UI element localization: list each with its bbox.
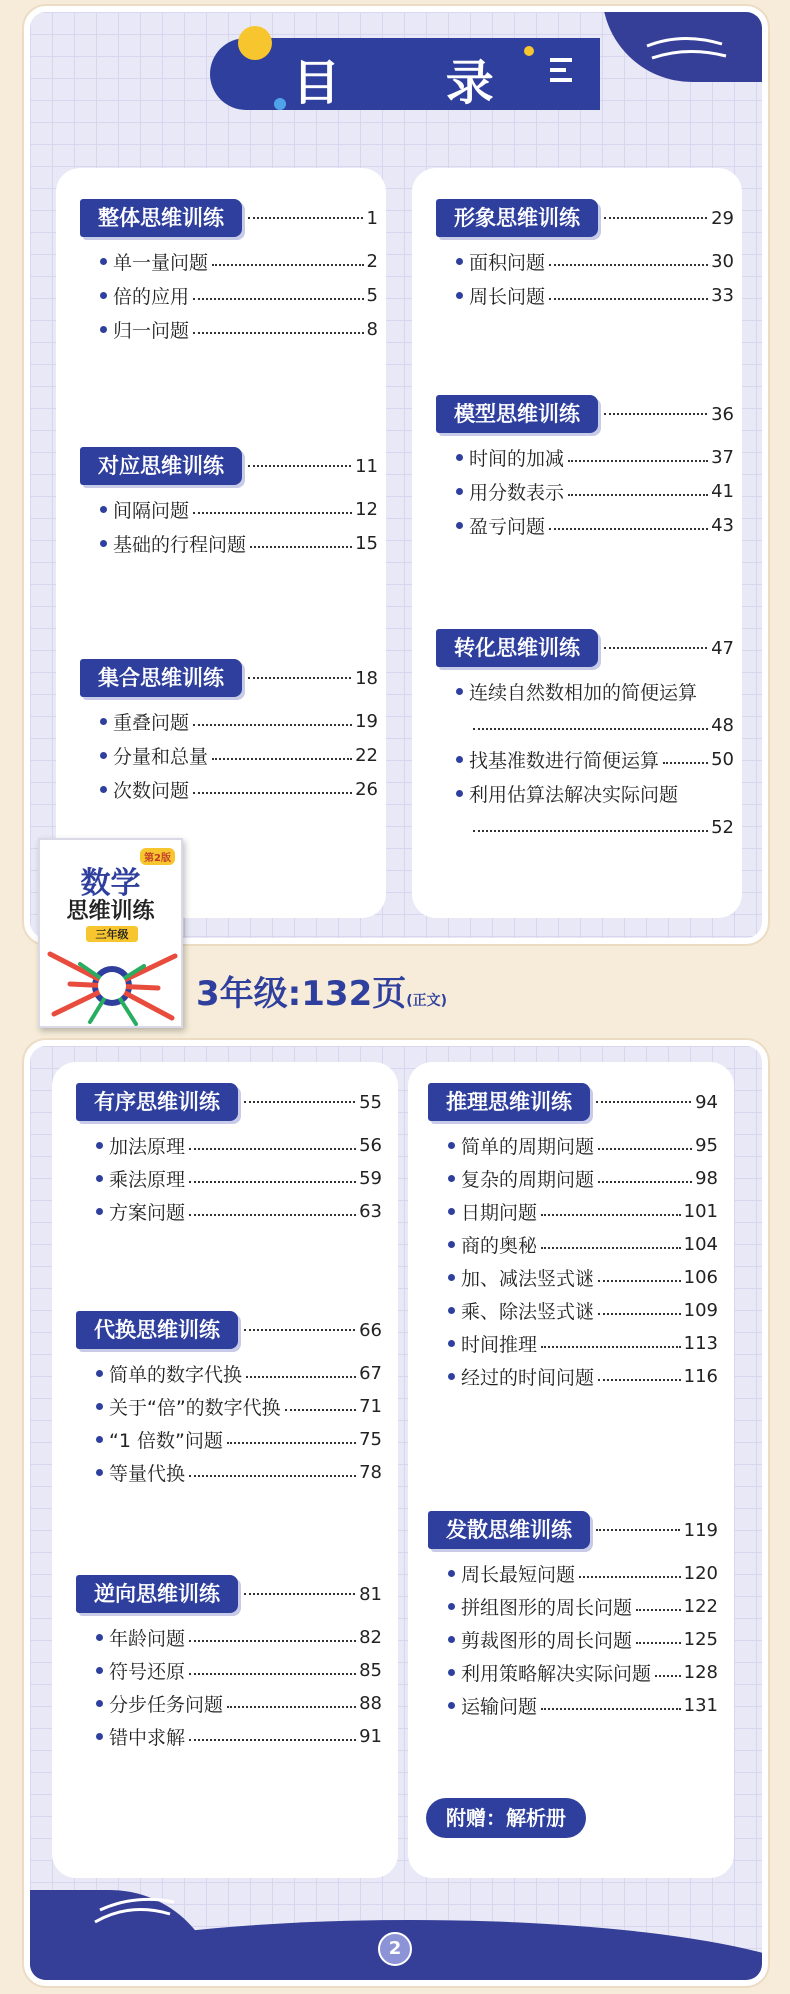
entry-page: 120 <box>683 1562 718 1584</box>
toc-entry[interactable] <box>96 1655 382 1685</box>
entry-label: 间隔问题 <box>113 499 190 522</box>
entry-page: 104 <box>683 1233 718 1255</box>
entry-page: 116 <box>683 1365 718 1387</box>
leader-dots <box>244 1329 355 1331</box>
leader-dots <box>579 1576 681 1578</box>
toc-entry-continuation[interactable] <box>456 710 734 740</box>
bullet-icon <box>96 1700 103 1707</box>
entry-page: 106 <box>683 1266 718 1288</box>
leader-dots <box>598 1313 681 1315</box>
leader-dots <box>248 217 363 219</box>
section-title: 有序思维训练 <box>76 1083 238 1121</box>
bullet-icon <box>448 1241 455 1248</box>
entry-label: 次数问题 <box>113 779 190 802</box>
toc-entry[interactable] <box>448 1130 718 1160</box>
toc-entry[interactable] <box>96 1457 382 1487</box>
page-title: 目 录 <box>292 55 518 111</box>
toc-entry-continuation[interactable] <box>456 812 734 842</box>
entry-label: 倍的应用 <box>113 285 190 308</box>
bullet-icon <box>100 506 107 513</box>
entry-page: 131 <box>683 1694 718 1716</box>
bullet-icon <box>96 1403 103 1410</box>
bullet-icon <box>100 718 107 725</box>
entry-page: 122 <box>683 1595 718 1617</box>
toc-entry[interactable] <box>456 246 734 276</box>
toc-entry[interactable] <box>448 1196 718 1226</box>
bullet-icon <box>96 1436 103 1443</box>
bullet-icon <box>448 1669 455 1676</box>
entry-page: 26 <box>355 778 378 800</box>
bullet-icon <box>96 1733 103 1740</box>
leader-dots <box>598 1181 692 1183</box>
section-heading[interactable] <box>80 198 378 238</box>
entry-label: 运输问题 <box>461 1695 538 1718</box>
entry-page: 5 <box>366 284 378 306</box>
toc-entry[interactable] <box>448 1328 718 1358</box>
leader-dots <box>227 1706 356 1708</box>
entry-label: 乘、除法竖式谜 <box>461 1300 595 1323</box>
entry-page: 75 <box>359 1428 382 1450</box>
wave-lines-decoration <box>90 1892 180 1932</box>
entry-label: 连续自然数相加的简便运算 <box>469 681 698 704</box>
entry-label: 时间的加减 <box>469 447 565 470</box>
section-heading[interactable] <box>80 658 378 698</box>
toc-entry[interactable] <box>448 1229 718 1259</box>
toc-entry[interactable] <box>456 476 734 506</box>
entry-label: 加、减法竖式谜 <box>461 1267 595 1290</box>
entry-page: 125 <box>683 1628 718 1650</box>
entry-label: 剪裁图形的周长问题 <box>461 1629 633 1652</box>
toc-entry[interactable] <box>456 744 734 774</box>
book-caption <box>196 966 447 1015</box>
entry-label: 方案问题 <box>109 1201 186 1224</box>
bullet-icon <box>96 1142 103 1149</box>
bullet-icon <box>448 1340 455 1347</box>
section-page: 94 <box>695 1091 718 1113</box>
toc-entry[interactable] <box>448 1295 718 1325</box>
bullet-icon <box>96 1370 103 1377</box>
entry-page: 63 <box>359 1200 382 1222</box>
leader-dots <box>189 1640 356 1642</box>
toc-entry[interactable] <box>100 740 378 770</box>
bullet-icon <box>448 1208 455 1215</box>
bullet-icon <box>448 1307 455 1314</box>
leader-dots <box>604 647 707 649</box>
leader-dots <box>189 1181 356 1183</box>
section-title: 逆向思维训练 <box>76 1575 238 1613</box>
leader-dots <box>244 1101 355 1103</box>
section-page: 81 <box>359 1583 382 1605</box>
bullet-icon <box>100 540 107 547</box>
toc-entry[interactable] <box>456 280 734 310</box>
leader-dots <box>189 1739 356 1741</box>
bullet-icon <box>448 1175 455 1182</box>
leader-dots <box>604 217 707 219</box>
leader-dots <box>212 758 352 760</box>
book-title-2: 思维训练 <box>66 899 155 924</box>
entry-label: 错中求解 <box>109 1726 186 1749</box>
toc-entry[interactable] <box>448 1657 718 1687</box>
leader-dots <box>250 546 352 548</box>
toc-entry[interactable] <box>448 1558 718 1588</box>
entry-label: 用分数表示 <box>469 481 565 504</box>
section-page: 1 <box>366 207 378 229</box>
section-page: 55 <box>359 1091 382 1113</box>
toc-entry[interactable] <box>448 1624 718 1654</box>
entry-page: 50 <box>711 748 734 770</box>
toc-entry[interactable] <box>448 1163 718 1193</box>
section-heading[interactable] <box>428 1082 718 1122</box>
section-title: 对应思维训练 <box>80 447 242 485</box>
section-page: 119 <box>683 1519 718 1541</box>
entry-label: 商的奥秘 <box>461 1234 538 1257</box>
entry-page: 98 <box>695 1167 718 1189</box>
bullet-icon <box>96 1634 103 1641</box>
book-badge: 第2版 <box>140 848 175 865</box>
entry-page: 33 <box>711 284 734 306</box>
entry-page: 71 <box>359 1395 382 1417</box>
leader-dots <box>655 1675 681 1677</box>
bullet-icon <box>456 790 463 797</box>
leader-dots <box>193 512 352 514</box>
toc-entry[interactable] <box>100 774 378 804</box>
page-number: 2 <box>388 1938 402 1959</box>
section-heading[interactable] <box>80 446 378 486</box>
toc-entry[interactable] <box>96 1622 382 1652</box>
leader-dots <box>568 494 708 496</box>
leader-dots <box>285 1409 356 1411</box>
leader-dots <box>541 1214 681 1216</box>
entry-page: 95 <box>695 1134 718 1156</box>
entry-label: 乘法原理 <box>109 1168 186 1191</box>
section-page: 36 <box>711 403 734 425</box>
entry-page: 48 <box>711 714 734 736</box>
section-heading[interactable] <box>436 394 734 434</box>
bullet-icon <box>100 258 107 265</box>
entry-label: 盈亏问题 <box>469 515 546 538</box>
leader-dots <box>193 724 352 726</box>
leader-dots <box>244 1593 355 1595</box>
entry-label: 经过的时间问题 <box>461 1366 595 1389</box>
leader-dots <box>636 1642 681 1644</box>
entry-label: 简单的周期问题 <box>461 1135 595 1158</box>
entry-label: 拼组图形的周长问题 <box>461 1596 633 1619</box>
bullet-icon <box>100 786 107 793</box>
toc-entry[interactable] <box>456 510 734 540</box>
toc-entry[interactable] <box>456 676 734 706</box>
entry-label: 基础的行程问题 <box>113 533 247 556</box>
entry-label: 简单的数字代换 <box>109 1363 243 1386</box>
bullet-icon <box>96 1469 103 1476</box>
leader-dots <box>549 264 708 266</box>
section-heading[interactable] <box>436 628 734 668</box>
section-title: 代换思维训练 <box>76 1311 238 1349</box>
entry-page: 41 <box>711 480 734 502</box>
gift-badge: 附赠：解析册 <box>426 1798 586 1838</box>
entry-label: 符号还原 <box>109 1660 186 1683</box>
toc-entry[interactable] <box>448 1690 718 1720</box>
leader-dots <box>189 1148 356 1150</box>
toc-entry[interactable] <box>448 1591 718 1621</box>
leader-dots <box>189 1475 356 1477</box>
entry-label: 重叠问题 <box>113 711 190 734</box>
section-page: 11 <box>355 455 378 477</box>
book-title-1: 数学 <box>80 866 141 901</box>
wave-lines-decoration <box>642 34 732 74</box>
section-title: 整体思维训练 <box>80 199 242 237</box>
leader-dots <box>227 1442 356 1444</box>
entry-page: 2 <box>366 250 378 272</box>
toc-entry[interactable] <box>456 442 734 472</box>
bullet-icon <box>96 1667 103 1674</box>
leader-dots <box>604 413 707 415</box>
book-cover <box>38 838 183 1028</box>
leader-dots <box>598 1280 681 1282</box>
section-heading[interactable] <box>428 1510 718 1550</box>
leader-dots <box>549 298 708 300</box>
toc-entry[interactable] <box>96 1358 382 1388</box>
leader-dots <box>598 1379 681 1381</box>
bullet-icon <box>456 522 463 529</box>
entry-page: 78 <box>359 1461 382 1483</box>
entry-page: 43 <box>711 514 734 536</box>
leader-dots <box>189 1214 356 1216</box>
book-mindmap-illustration <box>40 944 183 1028</box>
section-heading[interactable] <box>76 1082 382 1122</box>
toc-entry[interactable] <box>100 280 378 310</box>
toc-entry[interactable] <box>448 1361 718 1391</box>
leader-dots <box>541 1708 681 1710</box>
leader-dots <box>212 264 364 266</box>
section-heading[interactable] <box>436 198 734 238</box>
entry-label: 关于“倍”的数字代换 <box>109 1396 281 1419</box>
entry-label: 找基准数进行简便运算 <box>469 749 660 772</box>
toc-entry[interactable] <box>96 1163 382 1193</box>
entry-label: 等量代换 <box>109 1462 186 1485</box>
leader-dots <box>663 762 708 764</box>
bullet-icon <box>96 1175 103 1182</box>
entry-label: 面积问题 <box>469 251 546 274</box>
leader-dots <box>193 792 352 794</box>
entry-page: 59 <box>359 1167 382 1189</box>
section-heading[interactable] <box>76 1574 382 1614</box>
leader-dots <box>541 1247 681 1249</box>
entry-page: 109 <box>683 1299 718 1321</box>
toc-entry[interactable] <box>96 1688 382 1718</box>
toc-entry[interactable] <box>100 494 378 524</box>
entry-label: 时间推理 <box>461 1333 538 1356</box>
book-grade: 三年级 <box>86 926 138 942</box>
entry-page: 19 <box>355 710 378 732</box>
section-page: 29 <box>711 207 734 229</box>
bullet-icon <box>448 1636 455 1643</box>
leader-dots <box>193 298 364 300</box>
entry-label: 加法原理 <box>109 1135 186 1158</box>
section-title: 推理思维训练 <box>428 1083 590 1121</box>
entry-page: 128 <box>683 1661 718 1683</box>
section-title: 形象思维训练 <box>436 199 598 237</box>
leader-dots <box>193 332 364 334</box>
toc-entry[interactable] <box>100 314 378 344</box>
toc-page-2 <box>24 1040 768 1986</box>
entry-label: 周长问题 <box>469 285 546 308</box>
entry-page: 12 <box>355 498 378 520</box>
toc-entry[interactable] <box>96 1721 382 1751</box>
section-title: 转化思维训练 <box>436 629 598 667</box>
leader-dots <box>568 460 708 462</box>
section-title: 模型思维训练 <box>436 395 598 433</box>
leader-dots <box>596 1529 680 1531</box>
section-heading[interactable] <box>76 1310 382 1350</box>
leader-dots <box>473 830 708 832</box>
entry-page: 67 <box>359 1362 382 1384</box>
bullet-icon <box>448 1142 455 1149</box>
bullet-icon <box>456 258 463 265</box>
bullet-icon <box>448 1603 455 1610</box>
entry-page: 8 <box>366 318 378 340</box>
entry-label: 分量和总量 <box>113 745 209 768</box>
page-number-badge <box>378 1932 412 1966</box>
toc-entry[interactable] <box>96 1391 382 1421</box>
leader-dots <box>248 677 351 679</box>
entry-page: 30 <box>711 250 734 272</box>
entry-page: 91 <box>359 1725 382 1747</box>
toc-entry[interactable] <box>100 246 378 276</box>
entry-page: 52 <box>711 816 734 838</box>
toc-entry[interactable] <box>96 1130 382 1160</box>
toc-entry[interactable] <box>96 1424 382 1454</box>
bullet-icon <box>448 1702 455 1709</box>
section-page: 66 <box>359 1319 382 1341</box>
entry-page: 37 <box>711 446 734 468</box>
entry-page: 85 <box>359 1659 382 1681</box>
leader-dots <box>598 1148 692 1150</box>
entry-label: “1 倍数”问题 <box>109 1429 223 1452</box>
leader-dots <box>636 1609 681 1611</box>
toc-page-1 <box>24 6 768 944</box>
toc-entry[interactable] <box>100 528 378 558</box>
entry-label: 单一量问题 <box>113 251 209 274</box>
section-page: 47 <box>711 637 734 659</box>
bullet-icon <box>448 1373 455 1380</box>
leader-dots <box>189 1673 356 1675</box>
toc-entry[interactable] <box>100 706 378 736</box>
title-lines-decoration <box>550 58 572 82</box>
bullet-icon <box>100 292 107 299</box>
yellow-dot <box>238 26 272 60</box>
yellow-dot-small <box>524 46 534 56</box>
entry-label: 归一问题 <box>113 319 190 342</box>
bullet-icon <box>448 1274 455 1281</box>
entry-page: 113 <box>683 1332 718 1354</box>
section-title: 集合思维训练 <box>80 659 242 697</box>
entry-page: 82 <box>359 1626 382 1648</box>
entry-page: 101 <box>683 1200 718 1222</box>
entry-page: 22 <box>355 744 378 766</box>
bullet-icon <box>100 326 107 333</box>
bullet-icon <box>96 1208 103 1215</box>
entry-label: 利用策略解决实际问题 <box>461 1662 652 1685</box>
bullet-icon <box>456 292 463 299</box>
section-title: 发散思维训练 <box>428 1511 590 1549</box>
entry-page: 88 <box>359 1692 382 1714</box>
leader-dots <box>549 528 708 530</box>
page-count: 3年级:132页 <box>196 974 407 1014</box>
leader-dots <box>248 465 351 467</box>
bullet-icon <box>456 688 463 695</box>
toc-entry[interactable] <box>96 1196 382 1226</box>
bullet-icon <box>100 752 107 759</box>
leader-dots <box>246 1376 356 1378</box>
entry-label: 利用估算法解决实际问题 <box>469 783 679 806</box>
toc-entry[interactable] <box>448 1262 718 1292</box>
entry-label: 复杂的周期问题 <box>461 1168 595 1191</box>
entry-page: 56 <box>359 1134 382 1156</box>
entry-label: 分步任务问题 <box>109 1693 224 1716</box>
bullet-icon <box>456 756 463 763</box>
entry-label: 日期问题 <box>461 1201 538 1224</box>
bullet-icon <box>456 488 463 495</box>
leader-dots <box>596 1101 691 1103</box>
entry-page: 15 <box>355 532 378 554</box>
bullet-icon <box>448 1570 455 1577</box>
leader-dots <box>541 1346 681 1348</box>
entry-label: 周长最短问题 <box>461 1563 576 1586</box>
leader-dots <box>473 728 708 730</box>
bullet-icon <box>456 454 463 461</box>
entry-label: 年龄问题 <box>109 1627 186 1650</box>
blue-dot <box>274 98 286 110</box>
toc-entry[interactable] <box>456 778 734 808</box>
page-count-note: (正文) <box>406 993 448 1009</box>
section-page: 18 <box>355 667 378 689</box>
